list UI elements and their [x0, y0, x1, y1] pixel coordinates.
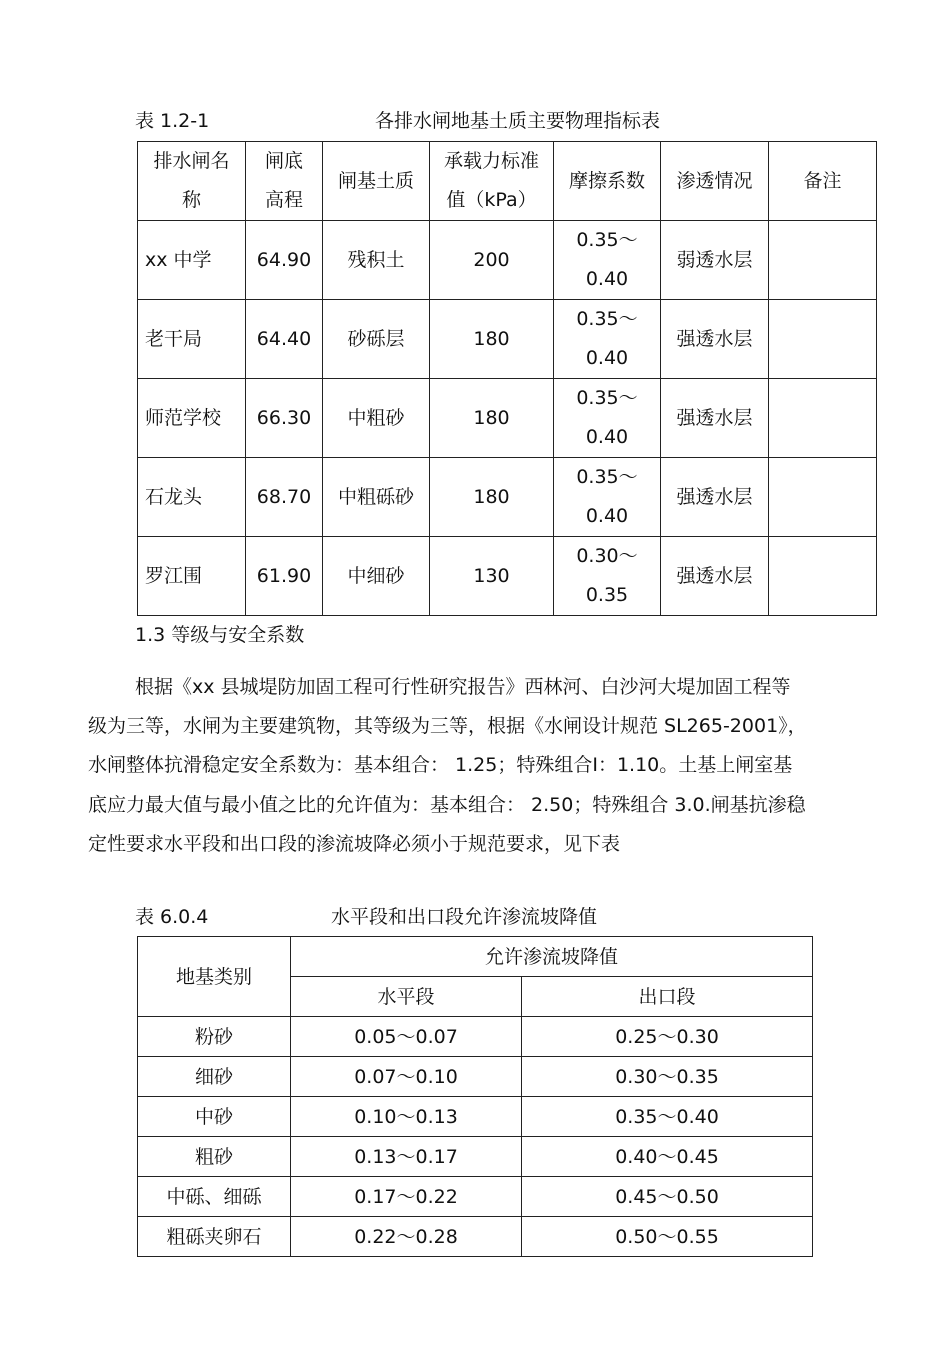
table-cell: 中砂 [138, 1097, 291, 1137]
table-cell: 0.35～ 0.40 [554, 379, 661, 458]
table1-caption-number: 表 1.2-1 [135, 110, 210, 132]
table-row [138, 458, 877, 537]
header-cell: 渗透情况 [661, 142, 769, 221]
table-row [138, 1017, 813, 1057]
header-bearing-l1: 承载力标准 [443, 150, 539, 172]
table1-header-row [138, 142, 877, 221]
table1-caption-title: 各排水闸地基土质主要物理指标表 [375, 110, 661, 132]
header-name-l2: 称 [181, 189, 201, 211]
header-cell [246, 142, 323, 221]
table-row [138, 379, 877, 458]
table1-body [138, 221, 877, 616]
table-cell: 61.90 [246, 537, 323, 616]
table-cell: 0.35～ 0.40 [554, 458, 661, 537]
table-cell: 强透水层 [661, 300, 769, 379]
table-cell: 180 [430, 379, 554, 458]
table-row [138, 1177, 813, 1217]
table-row [138, 221, 877, 300]
table-cell [769, 458, 877, 537]
table-cell: 66.30 [246, 379, 323, 458]
table-cell: 强透水层 [661, 458, 769, 537]
table-row [138, 1217, 813, 1257]
table-cell: 师范学校 [138, 379, 246, 458]
table2-header-row [138, 937, 813, 977]
header-allowed-gradient: 允许渗流坡降值 [291, 937, 813, 977]
table-cell [769, 300, 877, 379]
table-cell: 老干局 [138, 300, 246, 379]
table-cell: 石龙头 [138, 458, 246, 537]
table-row [138, 1057, 813, 1097]
table-cell: 0.30～ 0.35 [554, 537, 661, 616]
table-cell: 180 [430, 300, 554, 379]
table-row [138, 537, 877, 616]
header-cell: 摩擦系数 [554, 142, 661, 221]
table2-caption-title: 水平段和出口段允许渗流坡降值 [331, 906, 598, 928]
table-cell: 200 [430, 221, 554, 300]
table-cell: 0.35～ 0.40 [554, 221, 661, 300]
table-cell: 0.35～ 0.40 [554, 300, 661, 379]
table-cell: 粗砾夹卵石 [138, 1217, 291, 1257]
table-cell: 砂砾层 [323, 300, 430, 379]
table-cell: 细砂 [138, 1057, 291, 1097]
paragraph-line: 定性要求水平段和出口段的渗流坡降必须小于规范要求，见下表 [88, 832, 621, 855]
paragraph-line: 水闸整体抗滑稳定安全系数为：基本组合： 1.25；特殊组合Ⅰ：1.10。土基上闸室基 [88, 754, 793, 777]
table-cell: 0.30～0.35 [522, 1057, 813, 1097]
table-cell: 0.50～0.55 [522, 1217, 813, 1257]
table-cell: 0.22～0.28 [291, 1217, 522, 1257]
header-soil-type: 地基类别 [138, 937, 291, 1017]
table-cell: 中细砂 [323, 537, 430, 616]
header-elev-l2: 高程 [264, 189, 303, 211]
table-cell: 0.40～0.45 [522, 1137, 813, 1177]
table-cell: 68.70 [246, 458, 323, 537]
section-heading: 1.3 等级与安全系数 [135, 624, 305, 646]
table-cell [769, 221, 877, 300]
table-cell: 中粗砾砂 [323, 458, 430, 537]
header-outlet: 出口段 [522, 977, 813, 1017]
table-cell: 0.10～0.13 [291, 1097, 522, 1137]
header-cell: 闸基土质 [323, 142, 430, 221]
table-cell: 0.05～0.07 [291, 1017, 522, 1057]
header-horizontal: 水平段 [291, 977, 522, 1017]
table-cell [769, 537, 877, 616]
table-cell: 罗江围 [138, 537, 246, 616]
table-row [138, 1097, 813, 1137]
section-paragraph [88, 668, 866, 864]
header-bearing-l2: 值（kPa） [446, 189, 537, 211]
table2-caption-number: 表 6.0.4 [135, 906, 209, 928]
table-cell: 0.13～0.17 [291, 1137, 522, 1177]
table-cell: 0.25～0.30 [522, 1017, 813, 1057]
table-cell: 180 [430, 458, 554, 537]
table-cell: 0.07～0.10 [291, 1057, 522, 1097]
table-cell: 粉砂 [138, 1017, 291, 1057]
soil-properties-table [137, 141, 877, 616]
table-cell [769, 379, 877, 458]
table-row [138, 1137, 813, 1177]
table-cell: 64.40 [246, 300, 323, 379]
table-cell: 0.17～0.22 [291, 1177, 522, 1217]
table-cell: 弱透水层 [661, 221, 769, 300]
table-cell: 0.45～0.50 [522, 1177, 813, 1217]
table-cell: 130 [430, 537, 554, 616]
table-cell: 粗砂 [138, 1137, 291, 1177]
table-cell: 强透水层 [661, 537, 769, 616]
table-cell: 强透水层 [661, 379, 769, 458]
header-cell: 备注 [769, 142, 877, 221]
table-row [138, 300, 877, 379]
table-cell: 中粗砂 [323, 379, 430, 458]
seepage-gradient-table [137, 936, 813, 1257]
table-cell: 64.90 [246, 221, 323, 300]
table2-body [138, 1017, 813, 1257]
header-cell [138, 142, 246, 221]
table-cell: 残积土 [323, 221, 430, 300]
header-cell [430, 142, 554, 221]
table-cell: 0.35～0.40 [522, 1097, 813, 1137]
table-cell: xx 中学 [138, 221, 246, 300]
header-elev-l1: 闸底 [264, 150, 303, 172]
paragraph-line: 根据《xx 县城堤防加固工程可行性研究报告》西林河、白沙河大堤加固工程等 [135, 676, 791, 698]
header-name-l1: 排水闸名 [153, 150, 230, 172]
table-cell: 中砾、细砾 [138, 1177, 291, 1217]
paragraph-line: 底应力最大值与最小值之比的允许值为：基本组合： 2.50；特殊组合 3.0.闸基抗渗稳 [88, 793, 806, 816]
paragraph-line: 级为三等，水闸为主要建筑物，其等级为三等，根据《水闸设计规范 SL265-2001》， [88, 715, 807, 738]
